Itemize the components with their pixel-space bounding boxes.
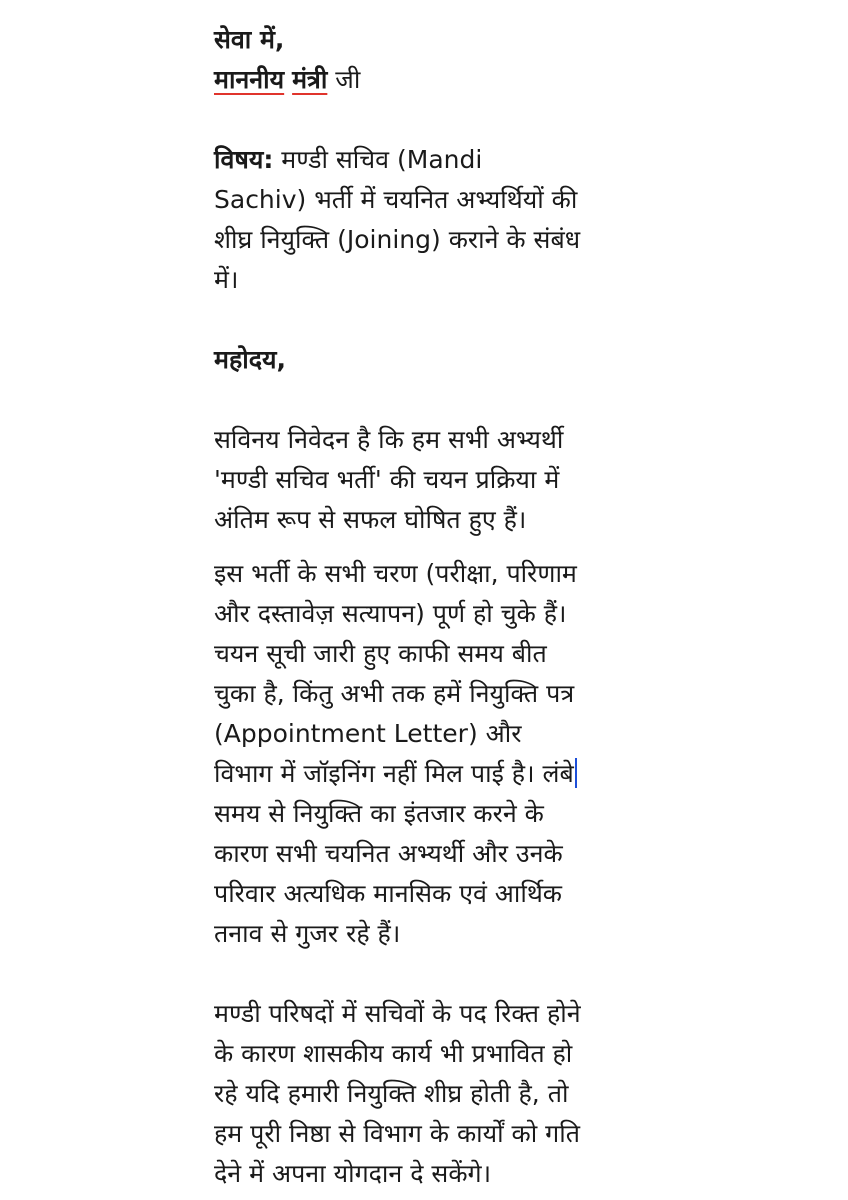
paragraph-2-line: और दस्तावेज़ सत्यापन) पूर्ण हो चुके हैं। [214,599,567,628]
paragraph-2-line: कारण सभी चयनित अभ्यर्थी और उनके [214,839,563,868]
paragraph-2-line: तनाव से गुजर रहे हैं। [214,919,401,948]
subject-line-2: Sachiv) भर्ती में चयनित अभ्यर्थियों की [214,185,578,214]
paragraph-1-line: 'मण्डी सचिव भर्ती' की चयन प्रक्रिया में [214,465,560,494]
paragraph-3-line: हम पूरी निष्ठा से विभाग के कार्यों को गति [214,1119,580,1148]
paragraph-2-line: चुका है, किंतु अभी तक हमें नियुक्ति पत्र [214,679,575,708]
spacer [214,300,644,340]
subject-text-1: मण्डी सचिव (Mandi [273,145,483,174]
paragraph-2-line: (Appointment Letter) और [214,719,522,748]
addressee-word-honorific: माननीय [214,65,285,94]
spacer [214,380,644,420]
greeting: महोदय, [214,345,286,374]
paragraph-1 [214,420,644,540]
subject-line-4: में। [214,265,239,294]
subject-line-3: शीघ्र नियुक्ति (Joining) कराने के संबंध [214,225,581,254]
spacer [214,954,644,994]
paragraph-2-line: समय से नियुक्ति का इंतजार करने के [214,799,544,828]
paragraph-1-line: अंतिम रूप से सफल घोषित हुए हैं। [214,505,527,534]
paragraph-2 [214,554,644,954]
addressee-line [214,60,644,100]
paragraph-3-line: रहे यदि हमारी नियुक्ति शीघ्र होती है, तो [214,1079,569,1108]
paragraph-3 [214,994,644,1194]
salutation-line: सेवा में, [214,25,285,54]
paragraph-2-line: विभाग में जॉइनिंग नहीं मिल पाई है। लंबे [214,759,574,788]
document-body[interactable] [214,20,644,1194]
paragraph-2-line-with-caret [214,754,644,794]
subject-block [214,140,644,300]
paragraph-2-line: चयन सूची जारी हुए काफी समय बीत [214,639,547,668]
addressee-suffix: जी [327,65,361,94]
subject-line-1 [214,140,644,180]
addressee-word-minister: मंत्री [292,65,328,94]
paragraph-3-line: देने में अपना योगदान दे सकेंगे। [214,1159,492,1188]
spacer [214,100,644,140]
paragraph-2-line: परिवार अत्यधिक मानसिक एवं आर्थिक [214,879,562,908]
text-cursor [575,758,577,788]
paragraph-2-line: इस भर्ती के सभी चरण (परीक्षा, परिणाम [214,559,577,588]
paragraph-1-line: सविनय निवेदन है कि हम सभी अभ्यर्थी [214,425,564,454]
paragraph-3-line: के कारण शासकीय कार्य भी प्रभावित हो [214,1039,573,1068]
paragraph-3-line: मण्डी परिषदों में सचिवों के पद रिक्त होने [214,999,581,1028]
spacer [214,540,644,554]
subject-label: विषय: [214,145,274,174]
